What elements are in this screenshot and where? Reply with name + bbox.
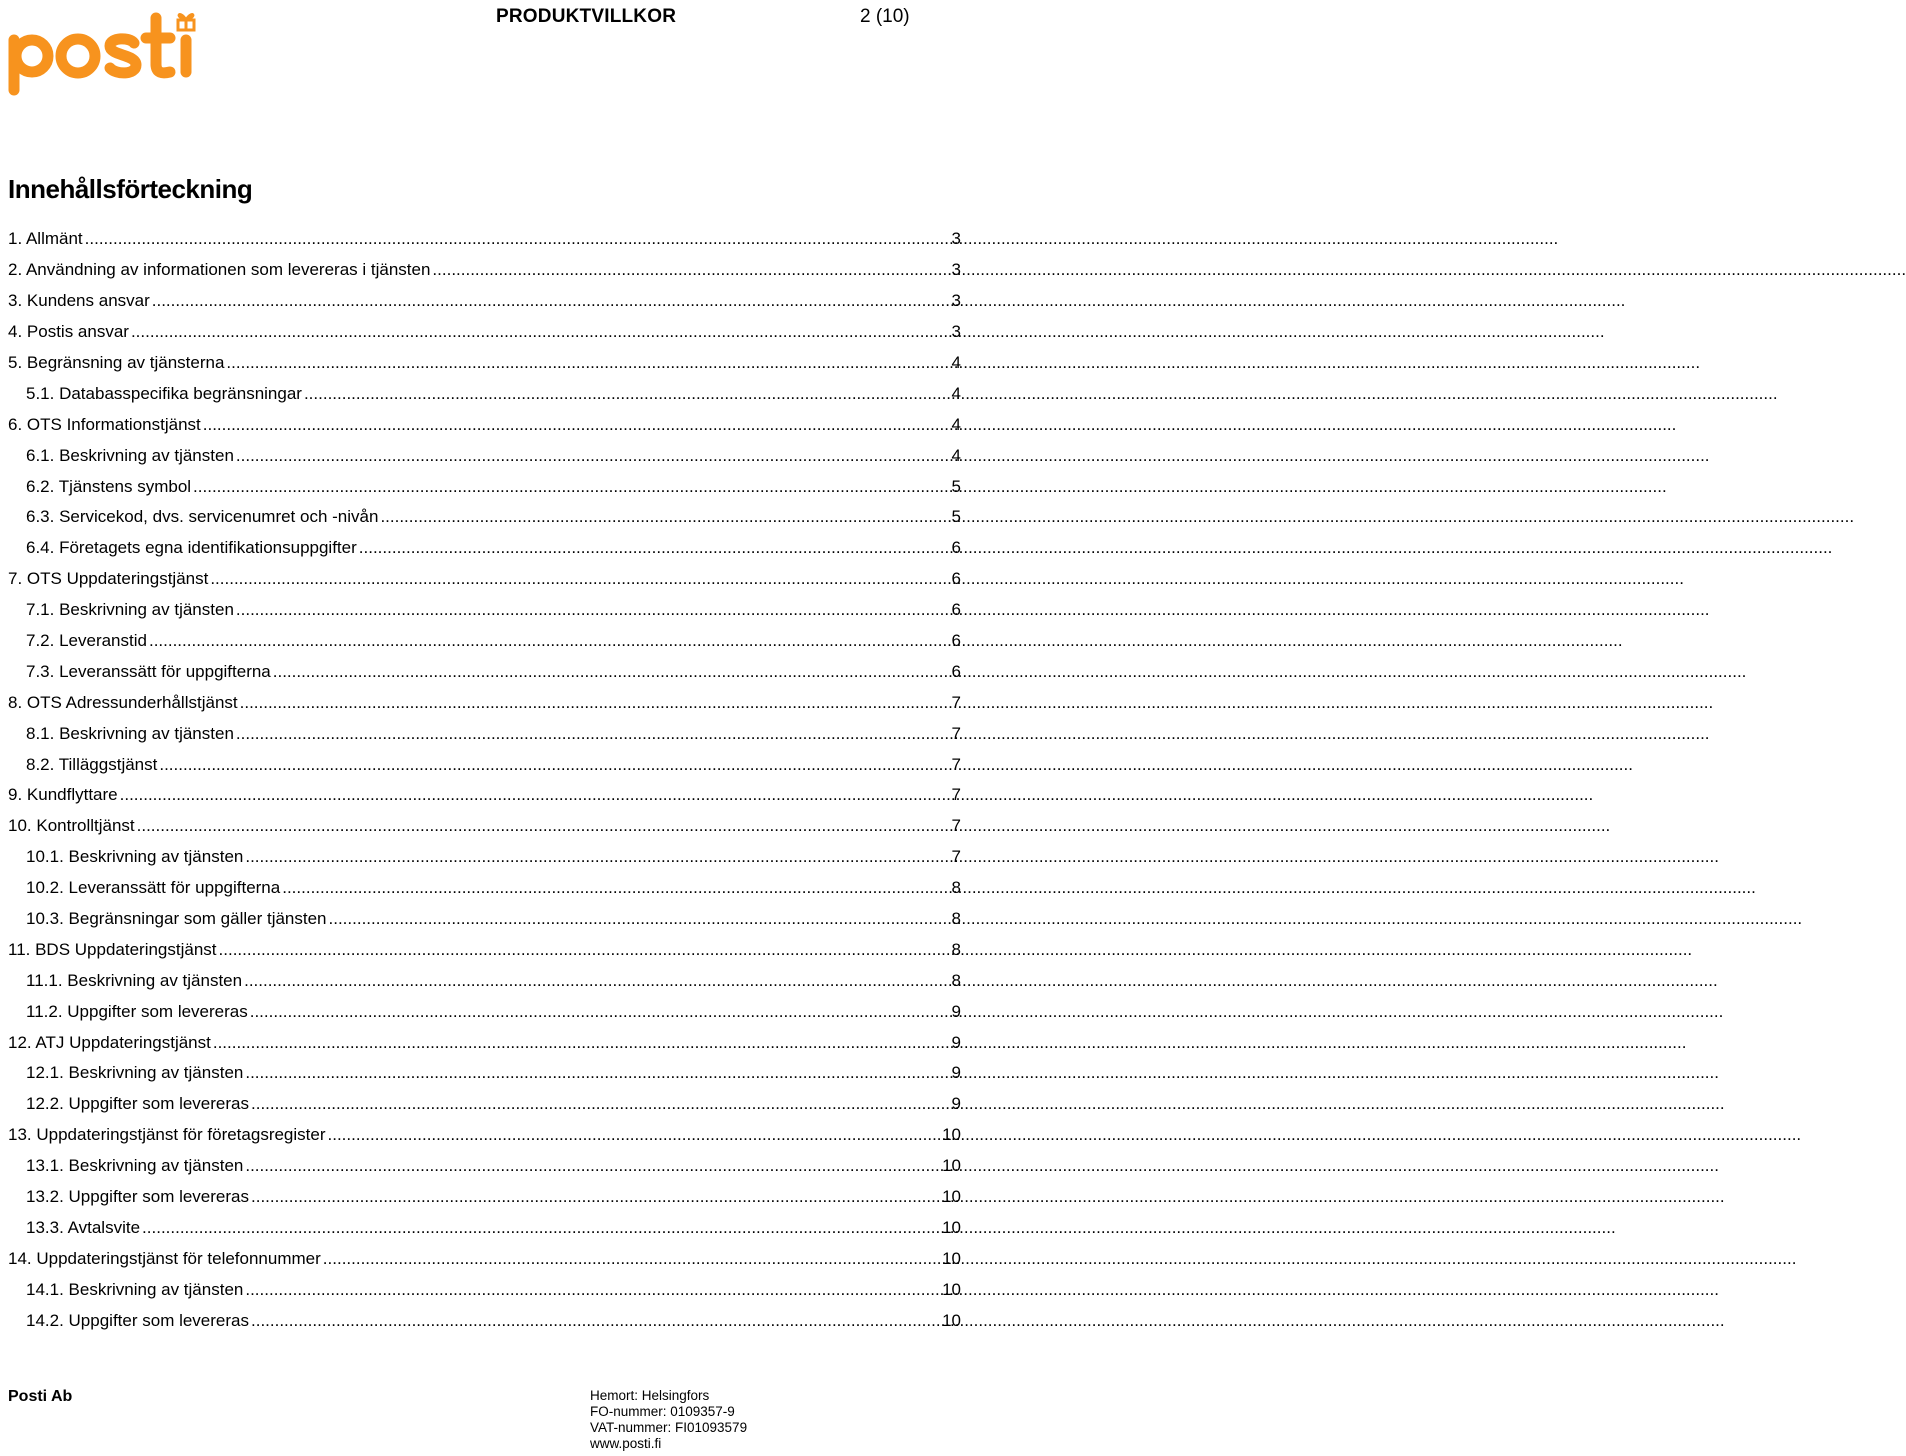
toc-entry-page: 8 — [951, 909, 961, 929]
toc-dot-leader — [273, 661, 950, 683]
toc-entry-page: 6 — [951, 538, 961, 558]
toc-entry[interactable] — [8, 965, 961, 996]
toc-dot-leader — [251, 1310, 940, 1332]
toc-entry-page: 10 — [942, 1310, 961, 1330]
toc-entry-title: 12. ATJ Uppdateringstjänst — [8, 1032, 211, 1052]
toc-entry-title: 7.1. Beskrivning av tjänsten — [26, 600, 234, 620]
toc-entry-page: 10 — [942, 1248, 961, 1268]
toc-dot-leader — [328, 1124, 941, 1146]
toc-entry[interactable] — [8, 1151, 961, 1182]
toc-dot-leader — [149, 630, 950, 652]
toc-entry-page: 10 — [942, 1125, 961, 1145]
posti-logo — [6, 4, 198, 98]
toc-dot-leader — [250, 1001, 950, 1023]
toc-dot-leader — [359, 537, 950, 559]
toc-entry-page: 9 — [951, 1094, 961, 1114]
toc-dot-leader — [226, 352, 949, 374]
table-of-contents — [8, 224, 961, 1336]
footer-business-id: FO-nummer: 0109357-9 — [590, 1404, 735, 1419]
toc-entry-title: 8. OTS Adressunderhållstjänst — [8, 692, 238, 712]
toc-heading: Innehållsförteckning — [8, 174, 253, 204]
toc-entry-title: 6.1. Beskrivning av tjänsten — [26, 445, 234, 465]
toc-entry[interactable] — [8, 224, 961, 255]
toc-entry-page: 6 — [951, 600, 961, 620]
footer-vat-number: VAT-nummer: FI01093579 — [590, 1420, 748, 1435]
toc-entry-title: 11.1. Beskrivning av tjänsten — [26, 970, 243, 990]
toc-entry-page: 6 — [951, 569, 961, 589]
toc-entry-page: 10 — [942, 1217, 961, 1237]
toc-entry[interactable] — [8, 1120, 961, 1151]
toc-entry-title: 4. Postis ansvar — [8, 322, 129, 342]
toc-entry-title: 13. Uppdateringstjänst för företagsregister — [8, 1125, 326, 1145]
footer-website: www.posti.fi — [590, 1436, 662, 1451]
toc-entry-title: 8.2. Tilläggstjänst — [26, 754, 158, 774]
toc-entry-title: 14. Uppdateringstjänst för telefonnummer — [8, 1248, 321, 1268]
toc-entry[interactable] — [8, 934, 961, 965]
toc-entry-page: 7 — [951, 847, 961, 867]
toc-dot-leader — [85, 228, 950, 250]
toc-entry[interactable] — [8, 1058, 961, 1089]
toc-dot-leader — [137, 815, 950, 837]
toc-entry-page: 8 — [951, 878, 961, 898]
toc-entry-title: 6.3. Servicekod, dvs. servicenumret och -nivån — [26, 507, 379, 527]
toc-dot-leader — [251, 1093, 950, 1115]
toc-dot-leader — [236, 723, 950, 745]
toc-entry-page: 8 — [951, 939, 961, 959]
toc-entry[interactable] — [8, 471, 961, 502]
toc-entry-title: 7. OTS Uppdateringstjänst — [8, 569, 209, 589]
toc-entry-page: 7 — [951, 816, 961, 836]
toc-entry-title: 6.2. Tjänstens symbol — [26, 476, 192, 496]
toc-entry-page: 9 — [951, 1001, 961, 1021]
toc-entry-title: 7.3. Leveranssätt för uppgifterna — [26, 661, 271, 681]
toc-entry-title: 5.1. Databasspecifika begränsningar — [26, 383, 302, 403]
toc-dot-leader — [380, 506, 949, 528]
toc-entry-page: 7 — [951, 723, 961, 743]
toc-entry[interactable] — [8, 564, 961, 595]
toc-entry[interactable] — [8, 749, 961, 780]
toc-entry-title: 14.1. Beskrivning av tjänsten — [26, 1279, 244, 1299]
toc-entry-page: 9 — [951, 1032, 961, 1052]
toc-entry-page: 5 — [951, 507, 961, 527]
toc-entry-title: 11.2. Uppgifter som levereras — [26, 1001, 248, 1021]
toc-entry-title: 12.1. Beskrivning av tjänsten — [26, 1063, 244, 1083]
toc-entry[interactable] — [8, 1213, 961, 1244]
toc-dot-leader — [240, 692, 950, 714]
toc-entry-page: 9 — [951, 1063, 961, 1083]
toc-entry[interactable] — [8, 842, 961, 873]
toc-entry[interactable] — [8, 533, 961, 564]
toc-dot-leader — [219, 939, 950, 961]
toc-dot-leader — [152, 290, 950, 312]
toc-entry[interactable] — [8, 595, 961, 626]
toc-entry-page: 7 — [951, 785, 961, 805]
toc-dot-leader — [245, 1155, 940, 1177]
toc-dot-leader — [210, 568, 949, 590]
toc-entry-title: 12.2. Uppgifter som levereras — [26, 1094, 249, 1114]
toc-dot-leader — [142, 1217, 940, 1239]
toc-entry[interactable] — [8, 502, 961, 533]
toc-entry-page: 10 — [942, 1156, 961, 1176]
toc-entry[interactable] — [8, 286, 961, 317]
toc-entry-page: 3 — [951, 229, 961, 249]
toc-entry-page: 4 — [951, 414, 961, 434]
toc-entry[interactable] — [8, 811, 961, 842]
toc-dot-leader — [282, 877, 949, 899]
toc-entry-title: 9. Kundflyttare — [8, 785, 118, 805]
toc-dot-leader — [245, 1062, 949, 1084]
toc-entry[interactable] — [8, 348, 961, 379]
toc-dot-leader — [329, 908, 950, 930]
toc-dot-leader — [236, 599, 950, 621]
toc-entry-page: 3 — [951, 291, 961, 311]
toc-dot-leader — [236, 445, 950, 467]
toc-entry-page: 4 — [951, 383, 961, 403]
toc-entry-title: 6. OTS Informationstjänst — [8, 414, 201, 434]
toc-entry[interactable] — [8, 317, 961, 348]
toc-entry-title: 10. Kontrolltjänst — [8, 816, 135, 836]
toc-dot-leader — [203, 414, 950, 436]
toc-entry-title: 10.2. Leveranssätt för uppgifterna — [26, 878, 281, 898]
toc-entry-title: 14.2. Uppgifter som levereras — [26, 1310, 249, 1330]
toc-dot-leader — [159, 754, 949, 776]
toc-entry[interactable] — [8, 656, 961, 687]
toc-entry-title: 6.4. Företagets egna identifikationsuppgifter — [26, 538, 357, 558]
toc-dot-leader — [131, 321, 950, 343]
toc-entry-title: 13.3. Avtalsvite — [26, 1217, 141, 1237]
toc-entry-page: 7 — [951, 754, 961, 774]
toc-entry[interactable] — [8, 1274, 961, 1305]
toc-entry-page: 6 — [951, 661, 961, 681]
toc-entry-page: 4 — [951, 445, 961, 465]
toc-entry-title: 11. BDS Uppdateringstjänst — [8, 939, 217, 959]
toc-entry-title: 13.1. Beskrivning av tjänsten — [26, 1156, 244, 1176]
toc-dot-leader — [120, 784, 950, 806]
toc-entry[interactable] — [8, 904, 961, 935]
document-type-title: PRODUKTVILLKOR — [496, 6, 677, 27]
toc-entry[interactable] — [8, 409, 961, 440]
toc-entry[interactable] — [8, 440, 961, 471]
toc-entry[interactable] — [8, 378, 961, 409]
toc-entry-title: 5. Begränsning av tjänsterna — [8, 353, 225, 372]
toc-dot-leader — [245, 846, 949, 868]
toc-entry-title: 10.3. Begränsningar som gäller tjänsten — [26, 909, 327, 929]
toc-dot-leader — [251, 1186, 940, 1208]
toc-entry-page: 4 — [951, 353, 961, 372]
toc-entry[interactable] — [8, 626, 961, 657]
page-number: 2 (10) — [860, 6, 910, 27]
toc-entry-title: 8.1. Beskrivning av tjänsten — [26, 723, 234, 743]
toc-entry-page: 10 — [942, 1279, 961, 1299]
toc-entry[interactable] — [8, 1027, 961, 1058]
toc-entry-page: 8 — [951, 970, 961, 990]
toc-entry[interactable] — [8, 255, 961, 286]
toc-entry-page: 7 — [951, 692, 961, 712]
footer-company-info — [590, 1388, 747, 1452]
toc-entry[interactable] — [8, 1089, 961, 1120]
toc-entry[interactable] — [8, 718, 961, 749]
footer-domicile: Hemort: Helsingfors — [590, 1388, 710, 1403]
toc-entry-title: 1. Allmänt — [8, 229, 83, 249]
toc-entry-page: 3 — [951, 322, 961, 342]
toc-entry[interactable] — [8, 996, 961, 1027]
toc-entry[interactable] — [8, 780, 961, 811]
toc-dot-leader — [213, 1032, 950, 1054]
toc-entry[interactable] — [8, 873, 961, 904]
toc-entry[interactable] — [8, 1243, 961, 1274]
toc-entry-page: 10 — [942, 1187, 961, 1207]
toc-entry-title: 10.1. Beskrivning av tjänsten — [26, 847, 244, 867]
toc-entry-title: 13.2. Uppgifter som levereras — [26, 1187, 249, 1207]
toc-dot-leader — [323, 1248, 940, 1270]
toc-entry-page: 5 — [951, 476, 961, 496]
toc-entry-title: 2. Användning av informationen som levereras i tjänsten — [8, 260, 431, 280]
toc-entry-title: 3. Kundens ansvar — [8, 291, 150, 311]
toc-dot-leader — [304, 383, 950, 405]
toc-entry-page: 6 — [951, 631, 961, 651]
toc-entry-page: 3 — [951, 260, 961, 280]
toc-entry[interactable] — [8, 1305, 961, 1336]
toc-entry-title: 7.2. Leveranstid — [26, 631, 147, 651]
toc-entry[interactable] — [8, 1182, 961, 1213]
toc-dot-leader — [193, 476, 949, 498]
toc-entry[interactable] — [8, 687, 961, 718]
toc-dot-leader — [244, 970, 949, 992]
toc-dot-leader — [245, 1279, 940, 1301]
toc-dot-leader — [432, 259, 949, 281]
footer-company-name: Posti Ab — [8, 1388, 73, 1405]
